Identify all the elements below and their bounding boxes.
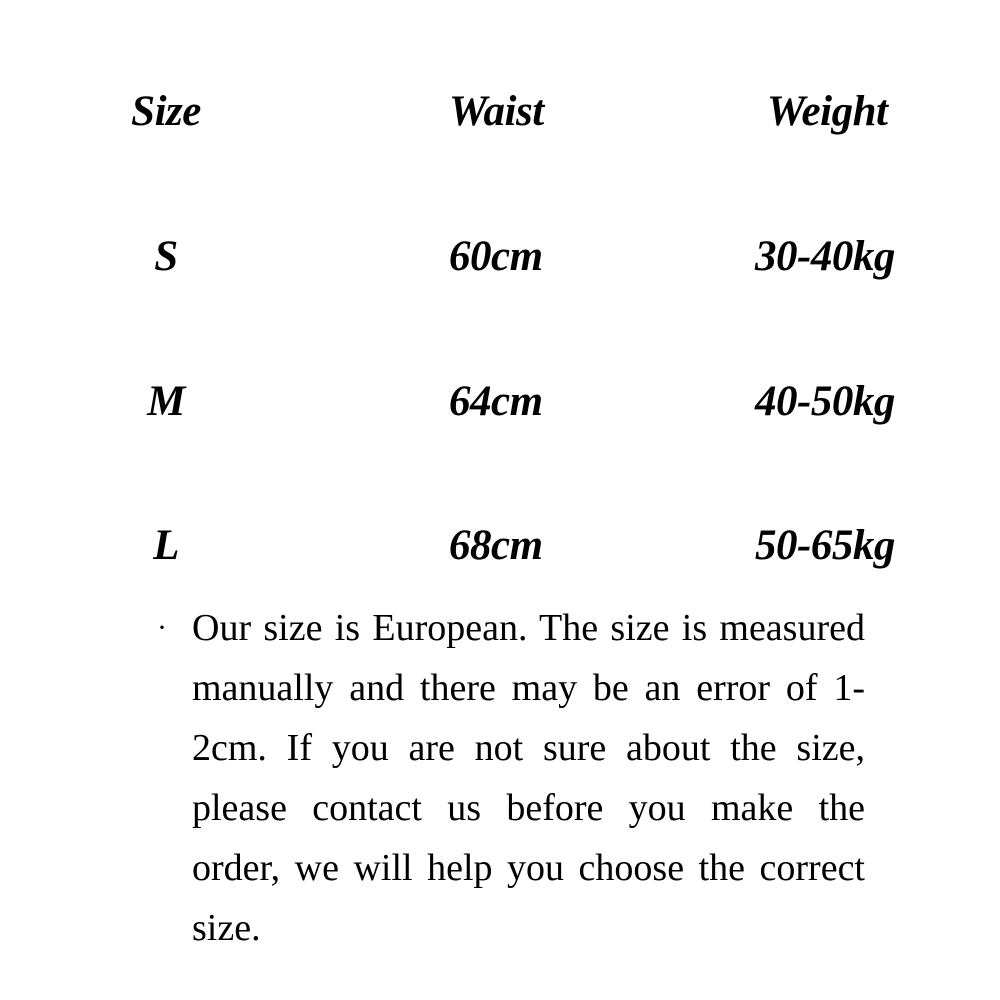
bullet-point: ·: [157, 611, 167, 644]
header-waist: Waist: [449, 88, 544, 135]
row-waist: 60cm: [449, 233, 543, 280]
row-size: M: [147, 378, 185, 425]
row-waist: 64cm: [449, 378, 543, 425]
row-size: S: [154, 233, 178, 280]
size-note-paragraph: Our size is European. The size is measured manually and there may be an error of 1-2cm. If you are not sure about the size, please contact us before you make the order, we will help you choose the correct size.: [192, 607, 865, 949]
row-waist: 68cm: [449, 522, 543, 569]
row-weight: 50-65kg: [755, 522, 895, 569]
header-size: Size: [131, 88, 201, 135]
row-weight: 40-50kg: [755, 378, 895, 425]
row-weight: 30-40kg: [755, 233, 895, 280]
row-size: L: [153, 522, 179, 569]
header-weight: Weight: [767, 88, 888, 135]
